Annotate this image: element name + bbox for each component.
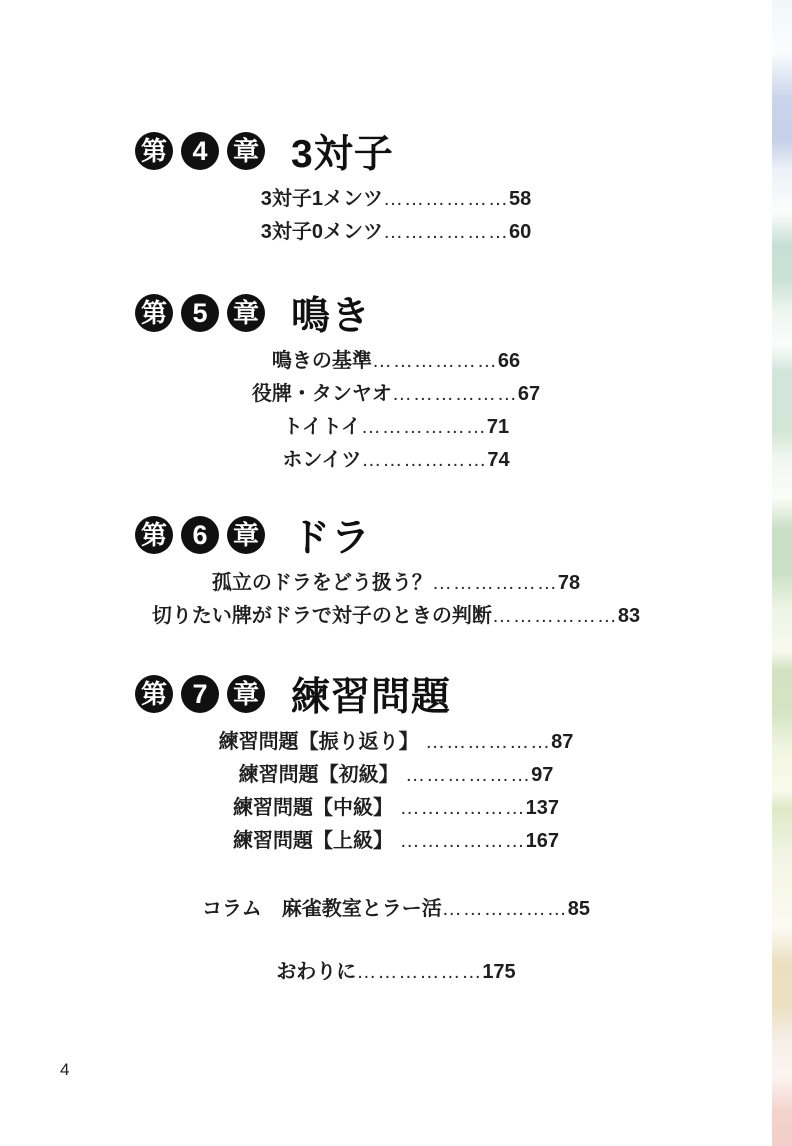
entry-label: 役牌・タンヤオ <box>251 383 392 405</box>
toc-entry[interactable] <box>0 216 792 249</box>
toc-entry[interactable] <box>0 726 792 759</box>
chapter-entries <box>0 183 792 249</box>
chapter-section-6 <box>0 515 792 633</box>
dot-leader: ……………… <box>418 731 552 753</box>
entry-page-number: 83 <box>617 605 641 627</box>
shou-badge: 章 <box>227 294 265 332</box>
chapter-number-badge: 7 <box>181 675 219 713</box>
chapter-entries <box>0 726 792 858</box>
shou-badge: 章 <box>227 516 265 554</box>
toc-entry[interactable] <box>0 378 792 411</box>
entry-page-number: 78 <box>557 572 581 594</box>
entry-page-number: 85 <box>567 898 591 920</box>
entry-page-number: 137 <box>525 797 559 819</box>
chapter-heading <box>0 674 792 719</box>
entry-page-number: 66 <box>497 350 521 372</box>
chapter-entries <box>0 567 792 633</box>
dot-leader: ……………… <box>441 898 568 920</box>
toc-entry[interactable] <box>0 444 792 477</box>
chapter-heading <box>0 293 792 338</box>
entry-page-number: 60 <box>509 221 532 243</box>
toc-entry[interactable] <box>0 411 792 444</box>
chapter-section-4 <box>0 131 792 249</box>
chapter-title: 鳴き <box>291 295 372 338</box>
chapter-number-badge: 4 <box>181 132 219 170</box>
entry-page-number: 87 <box>551 731 574 753</box>
toc-entry[interactable] <box>0 600 792 633</box>
entry-label: コラム 麻雀教室とラー活 <box>201 898 442 920</box>
dot-leader: ……………… <box>371 350 498 372</box>
page-number: 4 <box>60 1060 70 1079</box>
entry-page-number: 167 <box>525 830 559 852</box>
entry-page-number: 71 <box>486 416 510 438</box>
entry-page-number: 175 <box>482 961 516 983</box>
dai-badge: 第 <box>135 132 173 170</box>
entry-label: 練習問題【上級】 <box>233 830 394 852</box>
shou-badge: 章 <box>227 132 265 170</box>
entry-label: 鳴きの基準 <box>271 350 372 372</box>
dot-leader: ……………… <box>491 605 618 627</box>
chapter-title: 練習問題 <box>291 676 452 719</box>
dot-leader: ……………… <box>393 830 526 852</box>
dot-leader: ……………… <box>391 383 518 405</box>
shou-badge: 章 <box>227 675 265 713</box>
entry-label: 練習問題【中級】 <box>233 797 394 819</box>
toc-entry-afterword[interactable] <box>0 956 792 989</box>
chapter-title: 3対子 <box>291 133 394 176</box>
chapter-heading <box>0 131 792 176</box>
dai-badge: 第 <box>135 516 173 554</box>
dot-leader: ……………… <box>383 221 509 243</box>
entry-label: 3対子0メンツ <box>260 221 383 243</box>
dot-leader: ……………… <box>383 188 509 210</box>
chapter-entries <box>0 345 792 477</box>
entry-label: 3対子1メンツ <box>260 188 383 210</box>
entry-label: 切りたい牌がドラで対子のときの判断 <box>151 605 492 627</box>
chapter-heading <box>0 515 792 560</box>
toc-entry[interactable] <box>0 183 792 216</box>
entry-label: 孤立のドラをどう扱う？ <box>211 572 432 594</box>
toc-entry-column[interactable] <box>0 893 792 926</box>
dot-leader: ……………… <box>393 797 526 819</box>
entry-page-number: 97 <box>531 764 554 786</box>
toc-entry[interactable] <box>0 825 792 858</box>
entry-label: ホンイツ <box>282 449 362 471</box>
toc-entry[interactable] <box>0 759 792 792</box>
entry-page-number: 74 <box>487 449 510 471</box>
dot-leader: ……………… <box>361 449 488 471</box>
entry-label: トイトイ <box>282 416 361 438</box>
entry-page-number: 58 <box>509 188 532 210</box>
dai-badge: 第 <box>135 294 173 332</box>
dai-badge: 第 <box>135 675 173 713</box>
entry-page-number: 67 <box>517 383 541 405</box>
entry-label: おわりに <box>276 961 357 983</box>
entry-label: 練習問題【振り返り】 <box>218 731 419 753</box>
toc-entry[interactable] <box>0 567 792 600</box>
toc-entry[interactable] <box>0 792 792 825</box>
chapter-number-badge: 6 <box>181 516 219 554</box>
dot-leader: ……………… <box>398 764 532 786</box>
dot-leader: ……………… <box>356 961 483 983</box>
dot-leader: ……………… <box>431 572 558 594</box>
edge-color-tab-strip <box>772 0 792 1146</box>
chapter-number-badge: 5 <box>181 294 219 332</box>
chapter-section-7 <box>0 674 792 858</box>
chapter-title: ドラ <box>291 517 372 560</box>
toc-entry[interactable] <box>0 345 792 378</box>
chapter-section-5 <box>0 293 792 477</box>
entry-label: 練習問題【初級】 <box>238 764 399 786</box>
dot-leader: ……………… <box>360 416 487 438</box>
